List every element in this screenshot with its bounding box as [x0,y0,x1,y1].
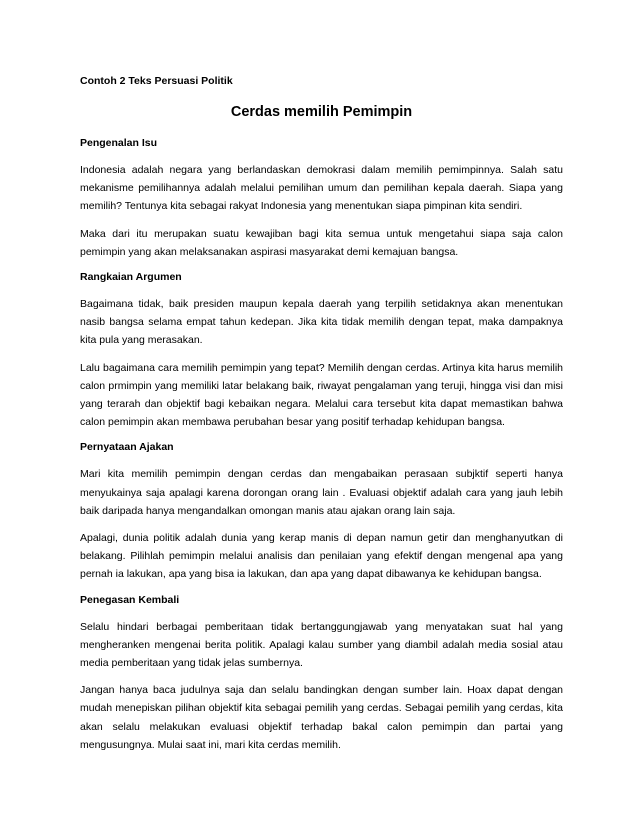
section-pengenalan-isu [80,136,563,261]
paragraph: Selalu hindari berbagai pemberitaan tidak bertanggungjawab yang menyatakan suat hal yang mengheranken mengenai berita politik. Apalagi kalau sumber yang diambil adalah media sosial atau media pemberitaan yang tidak jelas sumbernya. [80,620,563,670]
paragraph: Apalagi, dunia politik adalah dunia yang kerap manis di depan namun getir dan menghanyutkan di belakang. Pilihlah pemimpin melalui analisis dan penilaian yang efektif dengan mengenal apa yang pernah ia lakukan, apa yang bisa ia lakukan, dan apa yang dapat dibawanya ke kehidupan bangsa. [80,532,563,581]
paragraph: Mari kita memilih pemimpin dengan cerdas dan mengabaikan perasaan subjktif seperti hanya menyukainya saja apalagi karena dorongan orang lain . Evaluasi objektif adalah cara yang jauh lebih baik daripada hanya mengandalkan omongan manis atau ajakan orang lain saja. [80,468,563,517]
document-title: Cerdas memilih Pemimpin [230,104,413,120]
section-rangkaian-argumen [80,270,563,431]
section-heading: Penegasan Kembali [80,593,180,606]
section-heading: Pengenalan Isu [80,137,158,149]
document-page [80,74,563,763]
paragraph: Jangan hanya baca judulnya saja dan selalu bandingkan dengan sumber lain. Hoax dapat dengan mudah menepiskan pilihan objektif kita sebagai pemilih yang cerdas. Sebagai pemilih yang cerdas, kita akan selalu melakukan evaluasi objektif terhadap bakal calon pemimpin dan partai yang mengusungnya. Mulai saat ini, mari kita cerdas memilih. [80,684,563,751]
paragraph: Lalu bagaimana cara memilih pemimpin yang tepat? Memilih dengan cerdas. Artinya kita harus memilih calon prmimpin yang memiliki latar belakang baik, riwayat pengalaman yang teruji, hingga visi dan misi yang terarah dan objektif bagi kebaikan negara. Melalui cara tersebut kita dapat memastikan bahwa calon pemimpin akan membawa perubahan besar yang positif terhadap kehidupan bangsa. [80,361,563,429]
section-heading: Rangkaian Argumen [80,271,182,284]
section-heading: Pernyataan Ajakan [80,441,174,454]
paragraph: Indonesia adalah negara yang berlandaskan demokrasi dalam memilih pemimpinnya. Salah satu mekanisme pemilihannya adalah melalui pemilihan umum dan pemilihan kepala daerah. Siapa yang memilih? Tentunya kita sebagai rakyat Indonesia yang menentukan siapa pimpinan kita sendiri. [80,164,563,213]
section-pernyataan-ajakan [80,440,563,583]
section-penegasan-kembali [80,593,563,754]
document-label: Contoh 2 Teks Persuasi Politik [80,75,233,87]
paragraph: Maka dari itu merupakan suatu kewajiban bagi kita semua untuk mengetahui siapa saja calon pemimpin yang akan melaksanakan aspirasi masyarakat demi kemajuan bangsa. [80,227,563,258]
paragraph: Bagaimana tidak, baik presiden maupun kepala daerah yang terpilih setidaknya akan menentukan nasib bangsa selama empat tahun kedepan. Jika kita tidak memilih dengan tepat, maka dampaknya kita pula yang merasakan. [80,298,563,347]
